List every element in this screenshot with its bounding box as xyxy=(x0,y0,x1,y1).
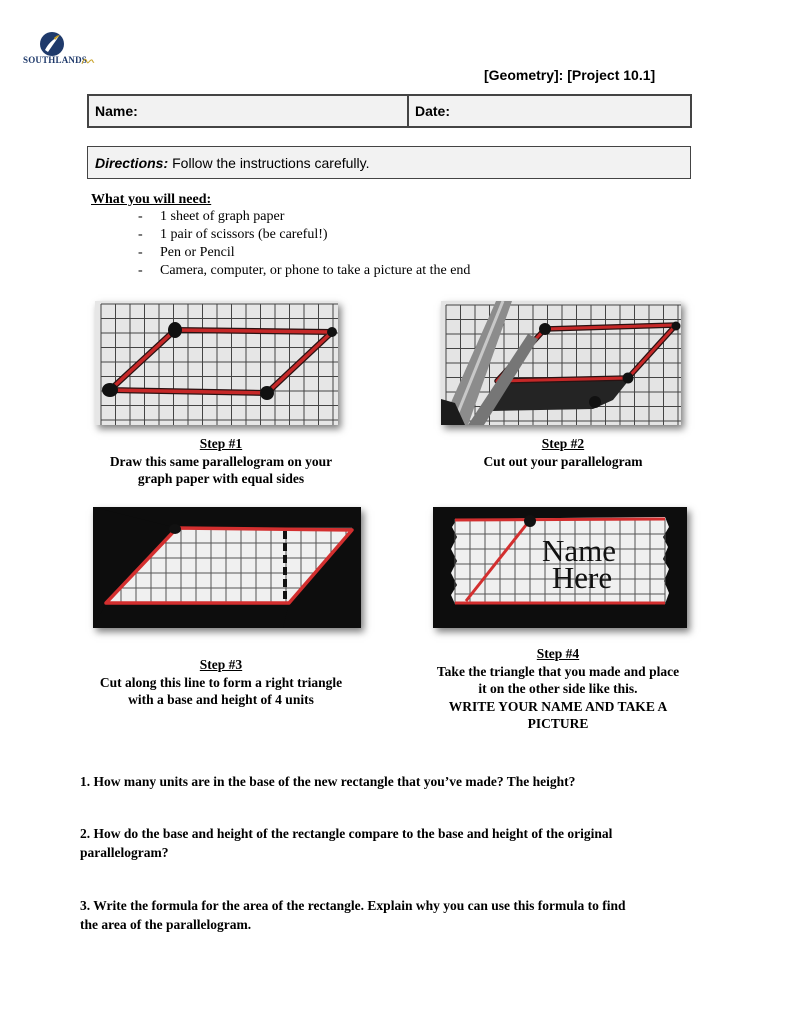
logo-wordmark: SOUTHLANDS xyxy=(23,55,88,65)
list-bullet: - xyxy=(138,227,143,242)
step-2-photo xyxy=(441,301,681,425)
question-line: the area of the parallelogram. xyxy=(80,916,252,932)
vertex-dot xyxy=(168,322,182,338)
list-bullet: - xyxy=(138,245,143,260)
step-instruction-line: Cut along this line to form a right triangle xyxy=(99,674,343,690)
course-project-title: [Geometry]: [Project 10.1] xyxy=(484,67,656,83)
vertex-dot xyxy=(260,386,274,400)
step-1-photo xyxy=(95,301,338,425)
step-title: Step #4 xyxy=(536,646,580,661)
step-title: Step #2 xyxy=(541,436,585,451)
list-item xyxy=(138,244,470,262)
question-3 xyxy=(80,897,625,934)
step-3-caption xyxy=(71,656,371,709)
list-item-text: 1 pair of scissors (be careful!) xyxy=(160,227,328,242)
vertex-dot xyxy=(524,515,536,527)
step-instruction-line: with a base and height of 4 units xyxy=(128,692,314,707)
step-4-photo xyxy=(433,507,687,628)
list-item-text: 1 sheet of graph paper xyxy=(160,209,285,224)
script-stroke xyxy=(82,59,94,64)
question-line: 2. How do the base and height of the rectangle compare to the base and height of the original xyxy=(80,826,613,841)
question-line: 1. How many units are in the base of the new rectangle that you’ve made? The height? xyxy=(80,774,576,789)
step-2-caption xyxy=(423,435,703,470)
step-instruction-line: Take the triangle that you made and place xyxy=(436,663,680,679)
directions-text: Follow the instructions carefully. xyxy=(172,154,370,171)
vertex-dot xyxy=(672,322,681,331)
photo-name-text: Name xyxy=(541,533,617,568)
step-1-caption xyxy=(81,435,361,488)
step-instruction-line: WRITE YOUR NAME AND TAKE A xyxy=(448,698,668,714)
step-4-caption xyxy=(408,645,708,733)
question-1 xyxy=(80,773,575,792)
materials-heading: What you will need: xyxy=(91,192,212,207)
list-item xyxy=(138,262,470,280)
directions-label: Directions: xyxy=(95,154,169,171)
materials-list xyxy=(138,208,470,280)
student-info-table xyxy=(87,94,692,128)
step-instruction-line: it on the other side like this. xyxy=(478,681,638,696)
name-field xyxy=(89,96,409,126)
list-item xyxy=(138,208,470,226)
vertex-dot xyxy=(623,373,634,384)
step-instruction-line: PICTURE xyxy=(527,716,589,731)
list-item-text: Camera, computer, or phone to take a picture at the end xyxy=(160,263,471,278)
question-line: parallelogram? xyxy=(80,844,169,860)
vertex-dot xyxy=(169,524,181,534)
step-instruction-line: Cut out your parallelogram xyxy=(483,453,643,469)
date-label: Date: xyxy=(415,103,451,119)
rectangle-top-edge xyxy=(455,519,665,520)
list-bullet: - xyxy=(138,263,143,278)
step-title: Step #3 xyxy=(199,657,243,672)
logo-script-flourish xyxy=(81,56,95,66)
question-2 xyxy=(80,825,612,862)
name-label: Name: xyxy=(95,103,138,119)
directions-box xyxy=(87,146,691,179)
date-field xyxy=(409,96,690,126)
vertex-dot xyxy=(539,323,551,335)
step-title: Step #1 xyxy=(199,436,243,451)
step-3-photo xyxy=(93,507,361,628)
vertex-dot xyxy=(327,327,337,337)
step-instruction-line: Draw this same parallelogram on your xyxy=(109,453,333,469)
list-item-text: Pen or Pencil xyxy=(160,245,235,260)
step-instruction-line: graph paper with equal sides xyxy=(137,471,305,486)
question-line: 3. Write the formula for the area of the rectangle. Explain why you can use this formula to find xyxy=(80,898,626,913)
list-item xyxy=(138,226,470,244)
vertex-dot xyxy=(102,383,118,397)
vertex-dot xyxy=(589,396,601,408)
list-bullet: - xyxy=(138,209,143,224)
photo-here-text: Here xyxy=(551,560,613,595)
